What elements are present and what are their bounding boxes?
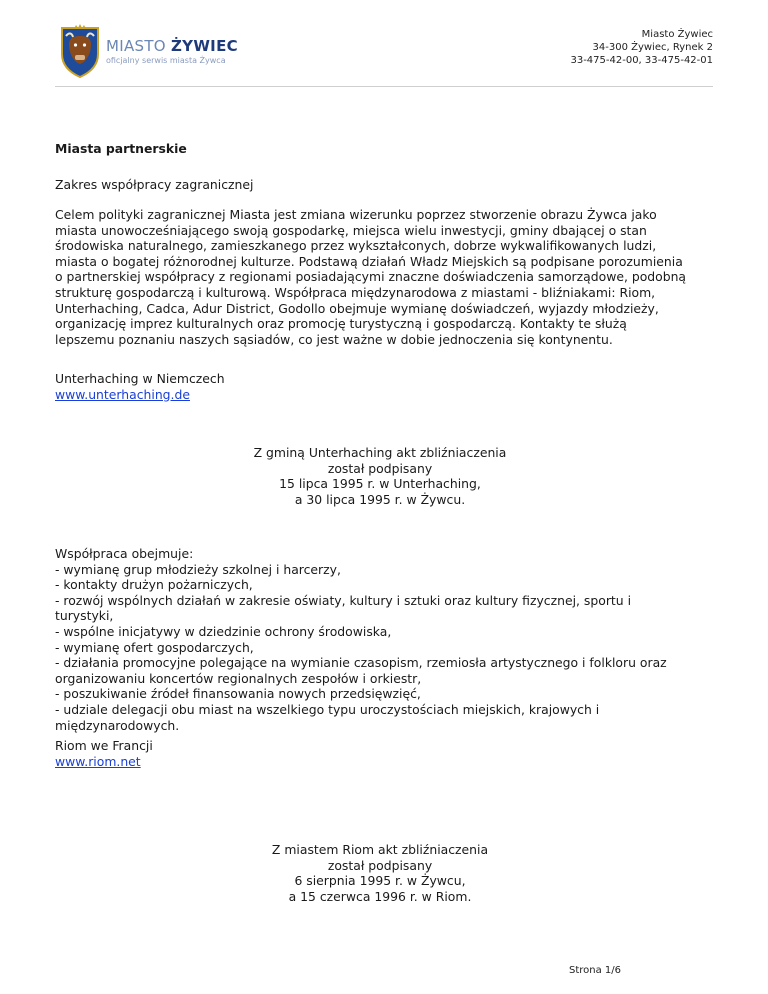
partner-riom [55, 738, 153, 769]
cooperation-line: turystyki, [55, 608, 114, 624]
cooperation-list [55, 546, 705, 733]
cooperation-line: - poszukiwanie źródeł finansowania nowych przedsięwzięć, [55, 686, 421, 702]
coat-of-arms-icon [60, 24, 100, 78]
cooperation-line: Współpraca obejmuje: [55, 546, 194, 561]
page-header [0, 0, 768, 88]
partner-name: Riom we Francji [55, 738, 153, 753]
page-title: Miasta partnerskie [55, 141, 187, 156]
contact-line-address: 34-300 Żywiec, Rynek 2 [592, 42, 713, 53]
riom-link[interactable]: www.riom.net [55, 753, 141, 769]
contact-line-phones: 33-475-42-00, 33-475-42-01 [570, 55, 713, 66]
intro-line: miasta unowocześniającego swoją gospodarkę, miejsca wielu inwestycji, gminy dbającej o stan [55, 222, 647, 238]
agreement-line: Z miastem Riom akt zbliźniaczenia [271, 842, 489, 857]
brand-name-part2: ŻYWIEC [171, 37, 238, 55]
agreement-line: a 15 czerwca 1996 r. w Riom. [288, 888, 472, 904]
agreement-line: a 30 lipca 1995 r. w Żywcu. [294, 491, 466, 507]
intro-line: lepszemu poznaniu naszych sąsiadów, co jest ważne w dobie jednoczenia się kontynentu. [55, 331, 613, 347]
cooperation-line: organizowaniu koncertów regionalnych zespołów i orkiestr, [55, 670, 422, 686]
agreement-line: został podpisany [327, 460, 433, 476]
riom-agreement [55, 842, 705, 904]
intro-line: środowiska naturalnego, zamieszkanego przez wykształconych, dobrze wykwalifikowanych ludzi, [55, 238, 657, 254]
agreement-line: 15 lipca 1995 r. w Unterhaching, [279, 476, 481, 492]
partner-name: Unterhaching w Niemczech [55, 371, 225, 386]
page-number: Strona 1/6 [569, 965, 622, 976]
site-logo[interactable] [60, 24, 260, 80]
cooperation-line: międzynarodowych. [55, 717, 180, 733]
unterhaching-agreement [55, 445, 705, 507]
cooperation-line: - działania promocyjne polegające na wymianie czasopism, rzemiosła artystycznego i folkloru oraz [55, 655, 667, 671]
page-subtitle: Zakres współpracy zagranicznej [55, 177, 254, 192]
intro-line: organizację imprez kulturalnych oraz promocję turystyczną i gospodarczą. Kontakty te służą [55, 316, 627, 332]
cooperation-line: - wymianę ofert gospodarczych, [55, 639, 254, 655]
agreement-line: Z gminą Unterhaching akt zbliźniaczenia [253, 445, 507, 460]
intro-line: strukturę gospodarczą i kulturową. Współpraca międzynarodowa z miastami - bliźniakami: Riom, [55, 284, 656, 300]
brand-name-part1: MIASTO [106, 37, 171, 55]
partner-unterhaching [55, 371, 225, 402]
intro-line: o partnerskiej współpracy z regionami posiadającymi znaczne doświadczenia samorządowe, podobną [55, 269, 687, 285]
cooperation-line: - wspólne inicjatywy w dziedzinie ochrony środowiska, [55, 623, 392, 639]
cooperation-line: - kontakty drużyn pożarniczych, [55, 577, 253, 593]
intro-paragraph [55, 207, 705, 347]
brand-tagline: oficjalny serwis miasta Żywca [106, 56, 226, 65]
intro-line: Celem polityki zagranicznej Miasta jest zmiana wizerunku poprzez stworzenie obrazu Żywca jako [55, 207, 657, 222]
brand-name [106, 37, 238, 55]
contact-info [570, 28, 713, 67]
contact-line-name: Miasto Żywiec [641, 29, 713, 40]
intro-line: Unterhaching, Cadca, Adur District, Godollo obejmuje wymianę doświadczeń, wyjazdy młodzieży, [55, 300, 659, 316]
header-divider [55, 86, 713, 87]
cooperation-line: - udziale delegacji obu miast na wszelkiego typu uroczystościach miejskich, krajowych i [55, 701, 600, 717]
unterhaching-link[interactable]: www.unterhaching.de [55, 386, 190, 402]
intro-line: miasta o bogatej różnorodnej kulturze. Podstawą działań Władz Miejskich są podpisane porozumienia [55, 253, 683, 269]
agreement-line: 6 sierpnia 1995 r. w Żywcu, [294, 873, 466, 889]
cooperation-line: - rozwój wspólnych działań w zakresie oświaty, kultury i sztuki oraz kultury fizycznej, sportu i [55, 592, 632, 608]
agreement-line: został podpisany [327, 857, 433, 873]
cooperation-line: - wymianę grup młodzieży szkolnej i harcerzy, [55, 561, 341, 577]
